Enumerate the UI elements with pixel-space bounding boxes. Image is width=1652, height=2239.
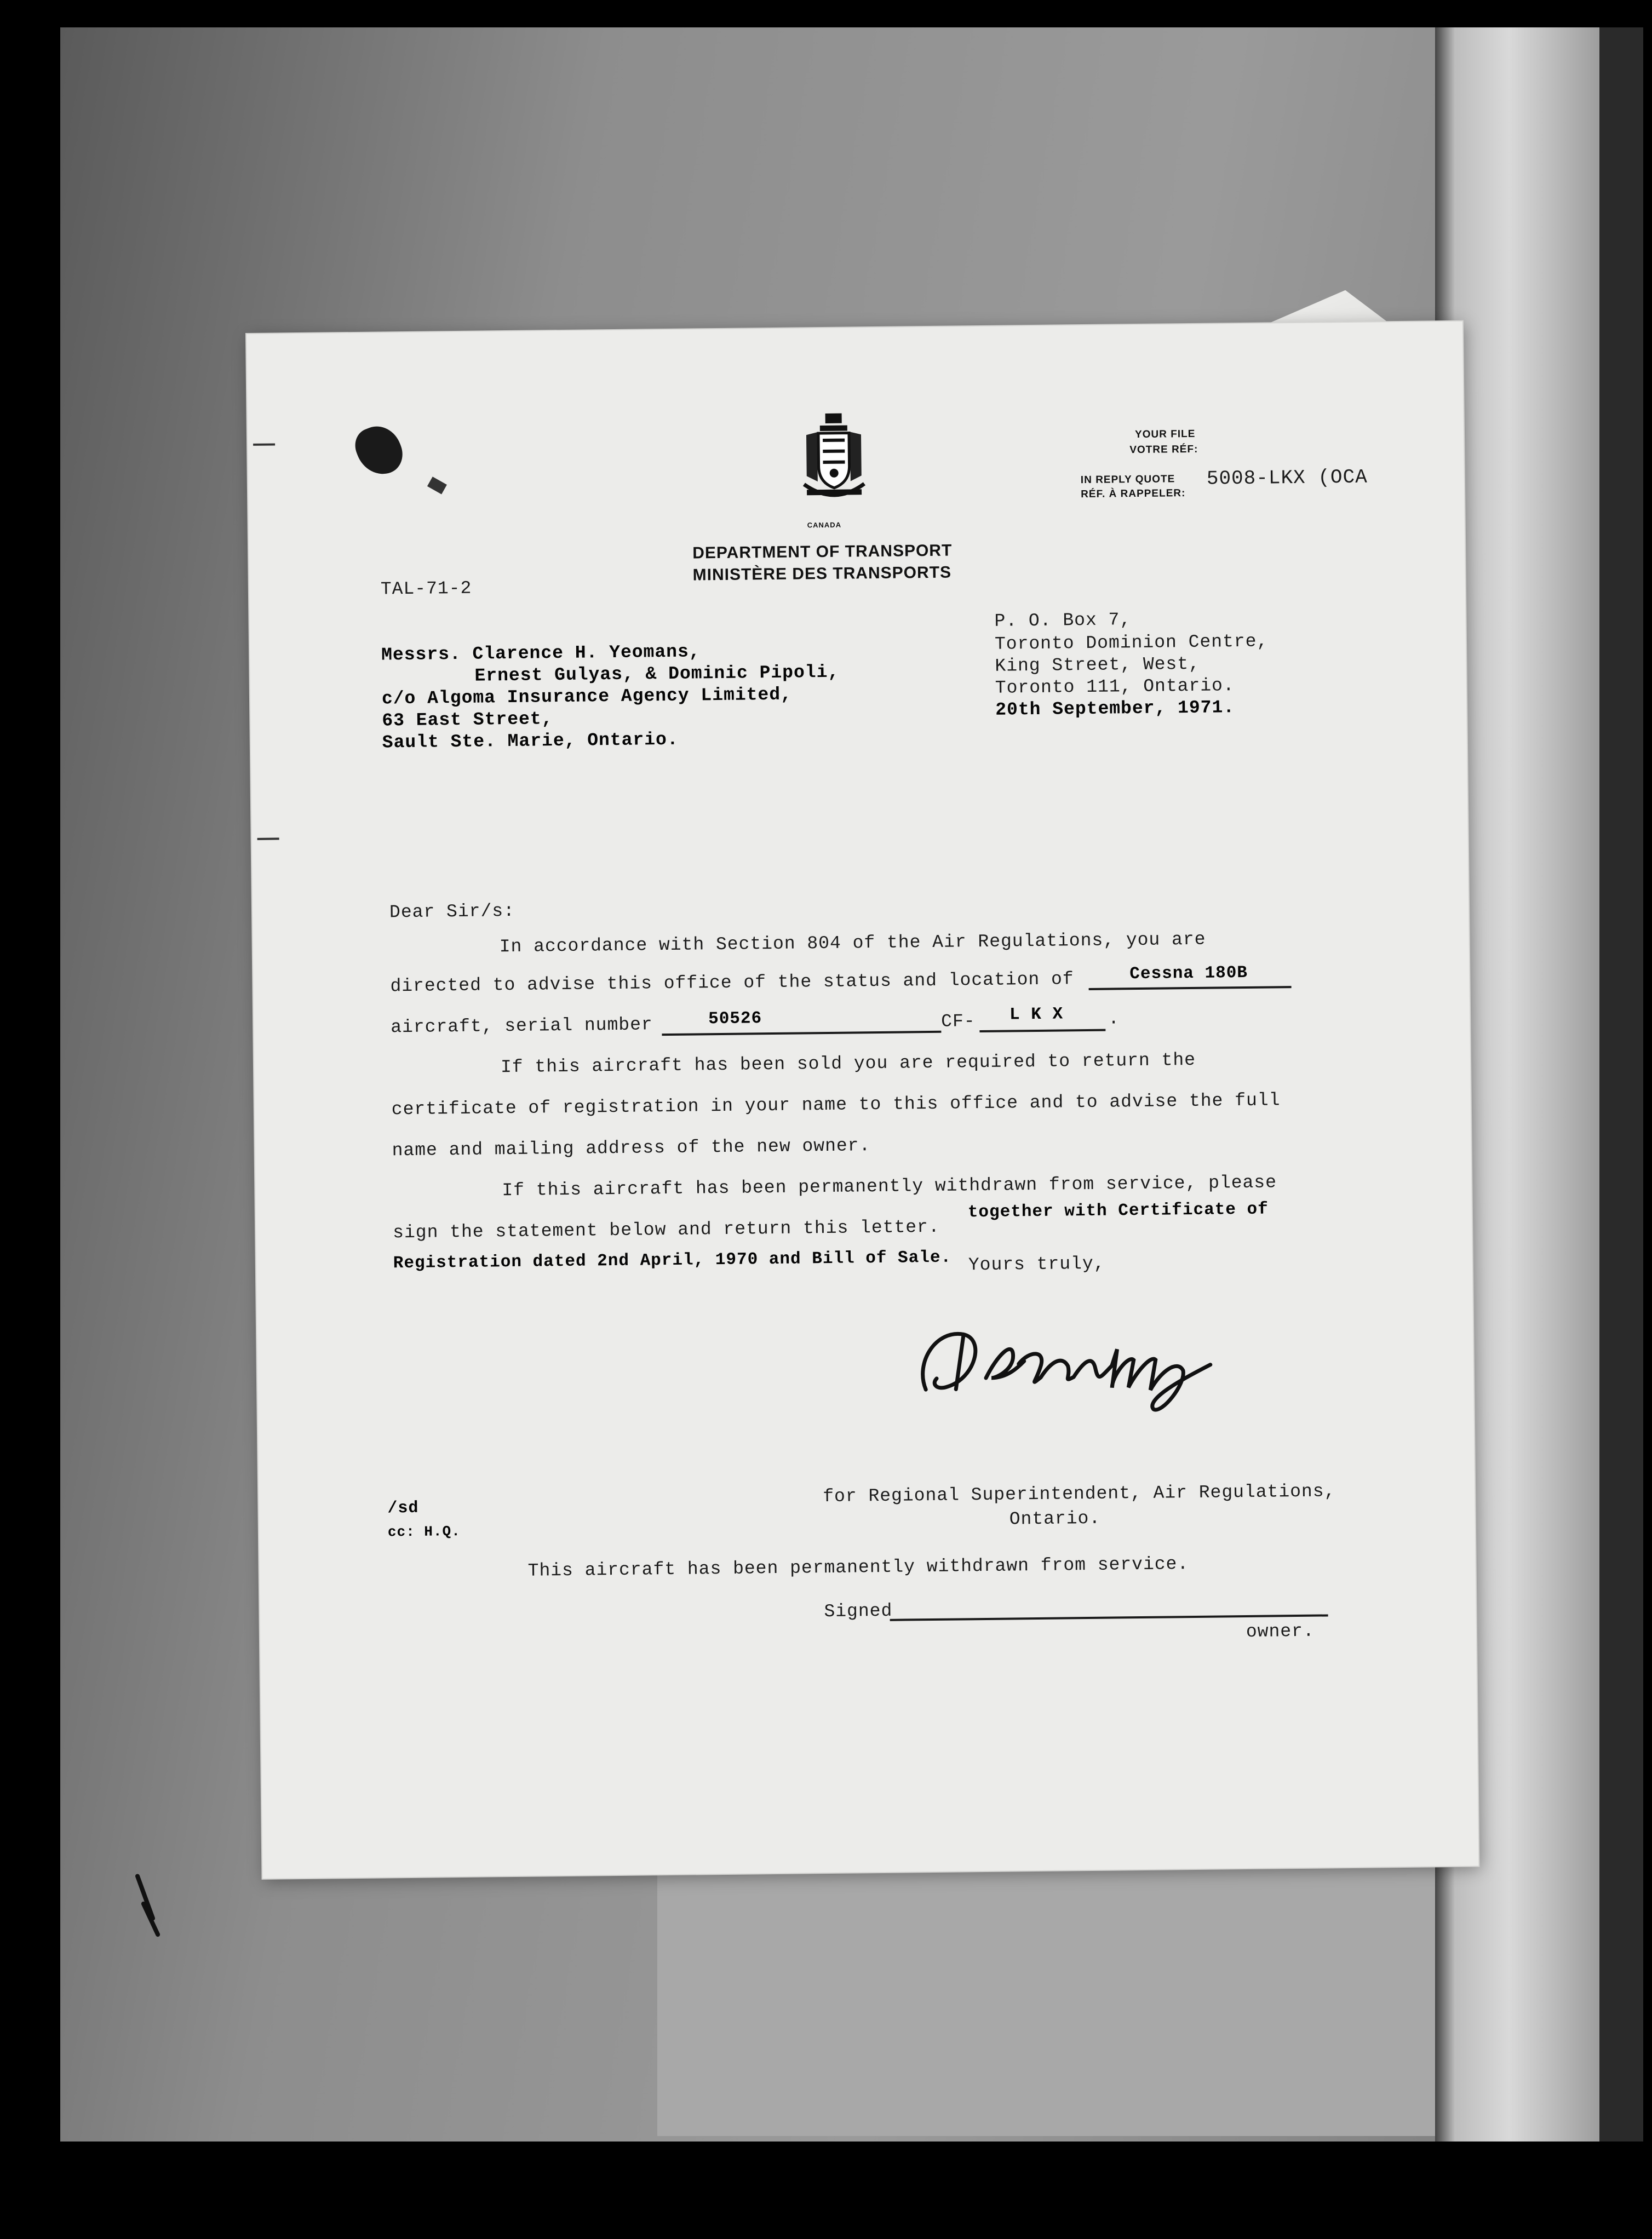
- body-text: certificate of registration in your name to this office and to advise the full: [391, 1090, 1281, 1120]
- carbon-copy: cc: H.Q.: [387, 1523, 461, 1541]
- ref-a-rappeler-label: RÉF. À RAPPELER:: [1081, 487, 1186, 501]
- addressee-line: Sault Ste. Marie, Ontario.: [382, 729, 679, 753]
- body-text: In accordance with Section 804 of the Air Regulations, you are: [499, 929, 1206, 957]
- typist-initials: /sd: [387, 1499, 419, 1518]
- letter-sheet: [246, 322, 1478, 1879]
- body-text: If this aircraft has been permanently withdrawn from service, please: [502, 1172, 1277, 1201]
- punch-hole: [350, 420, 409, 481]
- cf-prefix: CF-: [941, 1011, 976, 1032]
- sender-address-line: King Street, West,: [995, 653, 1201, 676]
- body-text: directed to advise this office of the status and location of: [390, 969, 1074, 997]
- canada-coat-of-arms-icon: [795, 410, 873, 509]
- margin-mark: [257, 837, 279, 840]
- letterhead-country: CANADA: [807, 520, 842, 530]
- your-file-label: YOUR FILE: [1134, 428, 1196, 441]
- letter-date: 20th September, 1971.: [995, 697, 1235, 720]
- body-text: If this aircraft has been sold you are required to return the: [500, 1049, 1196, 1078]
- body-addendum: Registration dated 2nd April, 1970 and Bill of Sale.: [393, 1248, 952, 1273]
- aircraft-type-value: Cessna 180B: [1129, 963, 1248, 984]
- sender-address-line: Toronto 111, Ontario.: [995, 675, 1235, 698]
- registration-fill-line: [979, 1029, 1105, 1032]
- addressee-line: Messrs. Clarence H. Yeomans,: [381, 641, 701, 665]
- body-text: name and mailing address of the new owner.: [392, 1135, 871, 1161]
- tear-mark: [427, 476, 447, 494]
- addressee-line: c/o Algoma Insurance Agency Limited,: [381, 684, 793, 709]
- handwritten-signature: [903, 1293, 1243, 1422]
- underlying-sheet: [657, 1851, 1435, 2136]
- sender-address-line: Toronto Dominion Centre,: [994, 631, 1269, 655]
- body-text: aircraft, serial number: [391, 1014, 653, 1038]
- signed-label: Signed: [824, 1600, 893, 1622]
- registration-value: L K X: [1009, 1004, 1064, 1025]
- body-text: sign the statement below and return this letter.: [393, 1216, 940, 1243]
- signature-fill-line: [890, 1614, 1328, 1621]
- body-addendum: together with Certificate of: [967, 1199, 1269, 1222]
- aircraft-type-fill-line: [1089, 986, 1292, 990]
- file-reference: TAL-71-2: [380, 578, 472, 600]
- votre-ref-label: VOTRE RÉF:: [1129, 443, 1198, 456]
- serial-number-value: 50526: [708, 1009, 762, 1029]
- owner-label: owner.: [1246, 1621, 1315, 1643]
- salutation: Dear Sir/s:: [389, 900, 515, 923]
- reply-reference: 5008-LKX (OCA: [1206, 466, 1368, 490]
- closing: Yours truly,: [968, 1253, 1105, 1276]
- registration-period: .: [1108, 1008, 1120, 1029]
- letterhead-department-en: DEPARTMENT OF TRANSPORT: [692, 541, 953, 562]
- sender-address-line: P. O. Box 7,: [994, 610, 1132, 631]
- letterhead-department-fr: MINISTÈRE DES TRANSPORTS: [692, 563, 952, 584]
- addressee-line: 63 East Street,: [382, 709, 553, 731]
- withdrawal-statement: This aircraft has been permanently withdrawn from service.: [527, 1554, 1189, 1581]
- right-dark-band: [1599, 27, 1643, 2142]
- signatory-title: Ontario.: [1009, 1508, 1101, 1530]
- in-reply-quote-label: IN REPLY QUOTE: [1080, 473, 1175, 486]
- signatory-title: for Regional Superintendent, Air Regulations,: [823, 1481, 1336, 1507]
- serial-number-fill-line: [662, 1031, 941, 1036]
- addressee-line: Ernest Gulyas, & Dominic Pipoli,: [474, 662, 840, 686]
- margin-mark: [253, 443, 275, 445]
